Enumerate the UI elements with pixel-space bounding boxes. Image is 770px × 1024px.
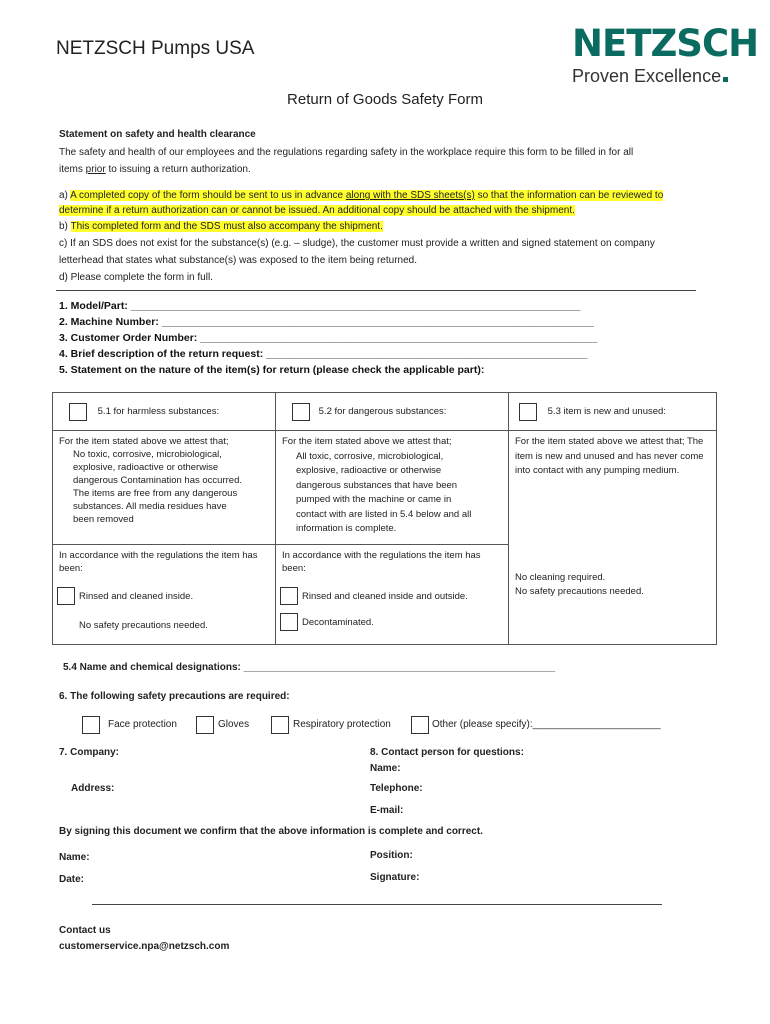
signature-label: Signature:	[370, 872, 420, 883]
logo-tagline: Proven Excellence	[572, 66, 734, 87]
divider	[56, 290, 696, 291]
signing-statement: By signing this document we confirm that the above information is complete and correct.	[59, 826, 483, 837]
statement-item-b: b) This completed form and the SDS must also accompany the shipment.	[59, 221, 383, 232]
statement-item-a: a) A completed copy of the form should be sent to us in advance along with the SDS sheets(s) so that the information can be reviewed to determine if a return authorization can or cannot be issued. An additional copy should be attached with the shipment.	[59, 190, 664, 216]
telephone-label: Telephone:	[370, 783, 423, 794]
no-cleaning-label: No cleaning required.	[515, 571, 606, 583]
form-title: Return of Goods Safety Form	[287, 91, 483, 108]
col1-regulations: In accordance with the regulations the item has been: Rinsed and cleaned inside. No safety precautions needed.	[53, 545, 276, 645]
col3-header: 5.3 item is new and unused:	[509, 393, 717, 431]
col2-regulations: In accordance with the regulations the item has been: Rinsed and cleaned inside and outside. Decontaminated.	[276, 545, 509, 645]
statement-item-c: c) If an SDS does not exist for the substance(s) (e.g. – sludge), the customer must provide a written and signed statement on company letterhead that states what substance(s) was exposed to the item being returned.	[59, 238, 655, 266]
col2-header: 5.2 for dangerous substances:	[276, 393, 509, 431]
company-name: NETZSCH Pumps USA	[56, 38, 255, 59]
position-label: Position:	[370, 850, 413, 861]
new-unused-checkbox[interactable]	[519, 403, 537, 421]
face-protection-checkbox[interactable]	[82, 716, 100, 734]
netzsch-logo	[572, 22, 759, 87]
statement-item-d: d) Please complete the form in full.	[59, 272, 213, 283]
respiratory-protection-checkbox[interactable]	[271, 716, 289, 734]
decontaminated-checkbox[interactable]	[280, 613, 298, 631]
rinsed-inside-checkbox[interactable]	[57, 587, 75, 605]
other-checkbox[interactable]	[411, 716, 429, 734]
fields-block	[59, 298, 597, 378]
date-label: Date:	[59, 874, 85, 885]
signature-line	[92, 904, 662, 905]
customer-service-email[interactable]: customerservice.npa@netzsch.com	[59, 941, 230, 952]
model-part-field[interactable]: 1. Model/Part: _____________________________________________________________________________	[59, 300, 581, 312]
no-precautions-label: No safety precautions needed.	[515, 586, 644, 597]
logo-wordmark: NETZSCH	[572, 22, 759, 65]
gloves-checkbox[interactable]	[196, 716, 214, 734]
customer-order-number-field[interactable]: 3. Customer Order Number: ____________________________________________________________________	[59, 332, 598, 344]
harmless-checkbox[interactable]	[69, 403, 87, 421]
statement-heading: Statement on safety and health clearance	[59, 129, 256, 140]
contact-person-label: 8. Contact person for questions:	[370, 747, 524, 758]
address-label: Address:	[71, 783, 115, 794]
return-description-field[interactable]: 4. Brief description of the return request: _______________________________________________________	[59, 348, 588, 360]
statement-nature-label: 5. Statement on the nature of the item(s) for return (please check the applicable part):	[59, 364, 485, 376]
email-label: E-mail:	[370, 805, 404, 816]
safety-precautions-heading: 6. The following safety precautions are required:	[59, 691, 290, 702]
rinsed-inside-outside-checkbox[interactable]	[280, 587, 298, 605]
col1-attest: For the item stated above we attest that; No toxic, corrosive, microbiological, explosive, radioactive or otherwise dangerous Contamination has occurred. The items are free from any dangerous substances. All media residues have been removed	[53, 431, 276, 545]
contact-us-label: Contact us	[59, 925, 111, 936]
col2-attest: For the item stated above we attest that; All toxic, corrosive, microbiological, explosive, radioactive or otherwise dangerous substances that have been pumped with the machine or came in contact with are listed in 5.4 below and all information is complete.	[276, 431, 509, 545]
signer-name-label: Name:	[59, 852, 90, 863]
substance-table	[52, 392, 717, 645]
chemical-designations-field[interactable]: 5.4 Name and chemical designations: ________________________________________________________	[63, 662, 556, 673]
company-label: 7. Company:	[59, 747, 120, 758]
col1-header: 5.1 for harmless substances:	[53, 393, 276, 431]
machine-number-field[interactable]: 2. Machine Number: __________________________________________________________________________	[59, 316, 594, 328]
dangerous-checkbox[interactable]	[292, 403, 310, 421]
safety-precautions-options: Face protection Gloves Respiratory protection Other (please specify):_______________________	[82, 716, 682, 736]
col3-attest: For the item stated above we attest that; The item is new and unused and has never come into contact with any pumping medium. No cleaning required. No safety precautions needed.	[509, 431, 717, 645]
contact-name-label: Name:	[370, 763, 401, 774]
statement-intro: The safety and health of our employees and the regulations regarding safety in the workplace require this form to be filled in for all items prior to issuing a return authorization.	[59, 147, 634, 175]
